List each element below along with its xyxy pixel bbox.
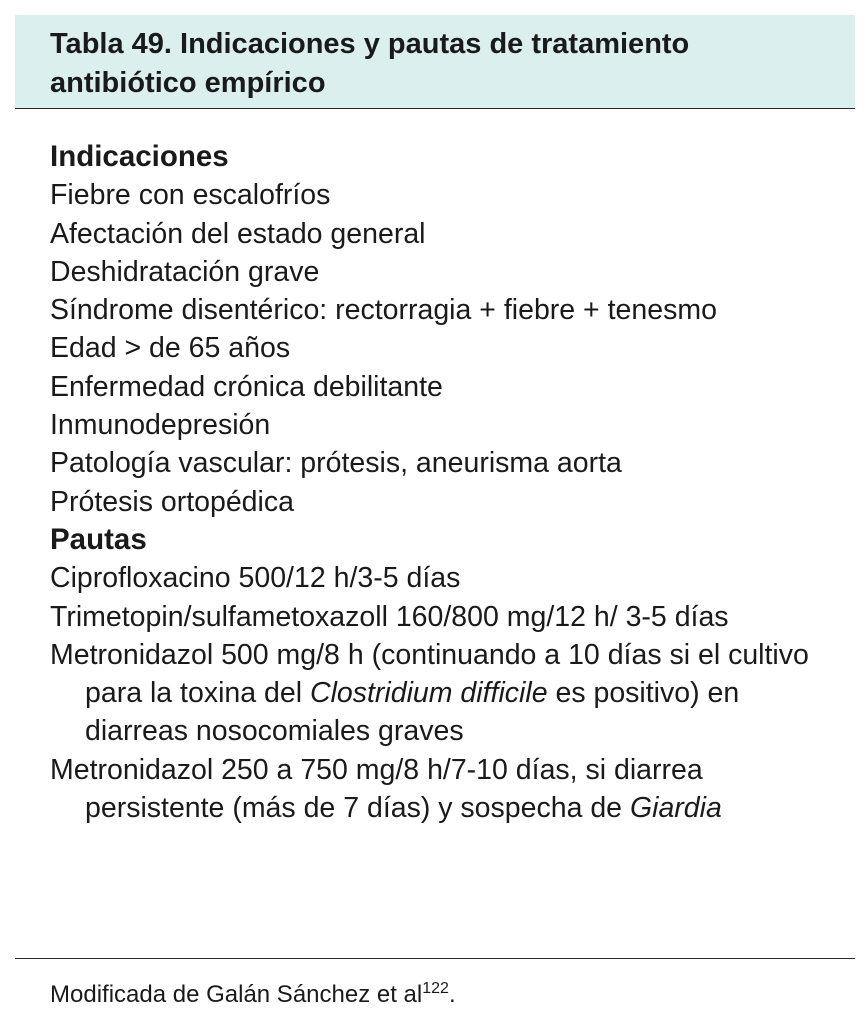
table-footnote <box>50 980 456 1010</box>
indicacion-item: Síndrome disentérico: rectorragia + fiebre + tenesmo <box>50 294 717 327</box>
pauta-italic-text: Giardia <box>629 792 722 825</box>
indicacion-item: Enfermedad crónica debilitante <box>50 370 443 403</box>
pauta-item: Ciprofloxacino 500/12 h/3-5 días <box>50 562 461 595</box>
pauta-italic-text: Clostridium difficile <box>309 677 548 710</box>
pauta-text: Metronidazol 500 mg/8 h (continuando a 10 días si el cultivo para la toxina del <box>50 638 809 710</box>
table-bottom-rule <box>15 958 855 959</box>
footnote-reference: 122 <box>422 980 449 997</box>
table-body <box>50 138 840 827</box>
table-title-box <box>15 15 855 109</box>
table-title: Tabla 49. Indicaciones y pautas de tratamiento antibiótico empírico <box>50 28 690 99</box>
pauta-item <box>50 636 840 751</box>
indicacion-item: Inmunodepresión <box>50 409 271 442</box>
pauta-item: Trimetopin/sulfametoxazoll 160/800 mg/12 h/ 3-5 días <box>50 600 729 633</box>
indicacion-item: Prótesis ortopédica <box>50 485 294 518</box>
pauta-text: Metronidazol 250 a 750 mg/8 h/7-10 días, si diarrea persistente (más de 7 días) y sospecha de <box>50 753 703 825</box>
indicaciones-heading: Indicaciones <box>50 140 229 173</box>
pautas-heading: Pautas <box>50 522 147 556</box>
pauta-item <box>50 751 840 828</box>
indicacion-item: Fiebre con escalofríos <box>50 179 331 212</box>
indicacion-item: Afectación del estado general <box>50 217 426 250</box>
indicacion-item: Deshidratación grave <box>50 255 320 288</box>
footnote-end: . <box>448 981 456 1008</box>
pauta-text: es positivo) en diarreas nosocomiales graves <box>85 677 740 748</box>
indicacion-item: Edad > de 65 años <box>50 332 291 365</box>
footnote-text: Modificada de Galán Sánchez et al <box>50 981 423 1008</box>
indicacion-item: Patología vascular: prótesis, aneurisma aorta <box>50 447 622 480</box>
